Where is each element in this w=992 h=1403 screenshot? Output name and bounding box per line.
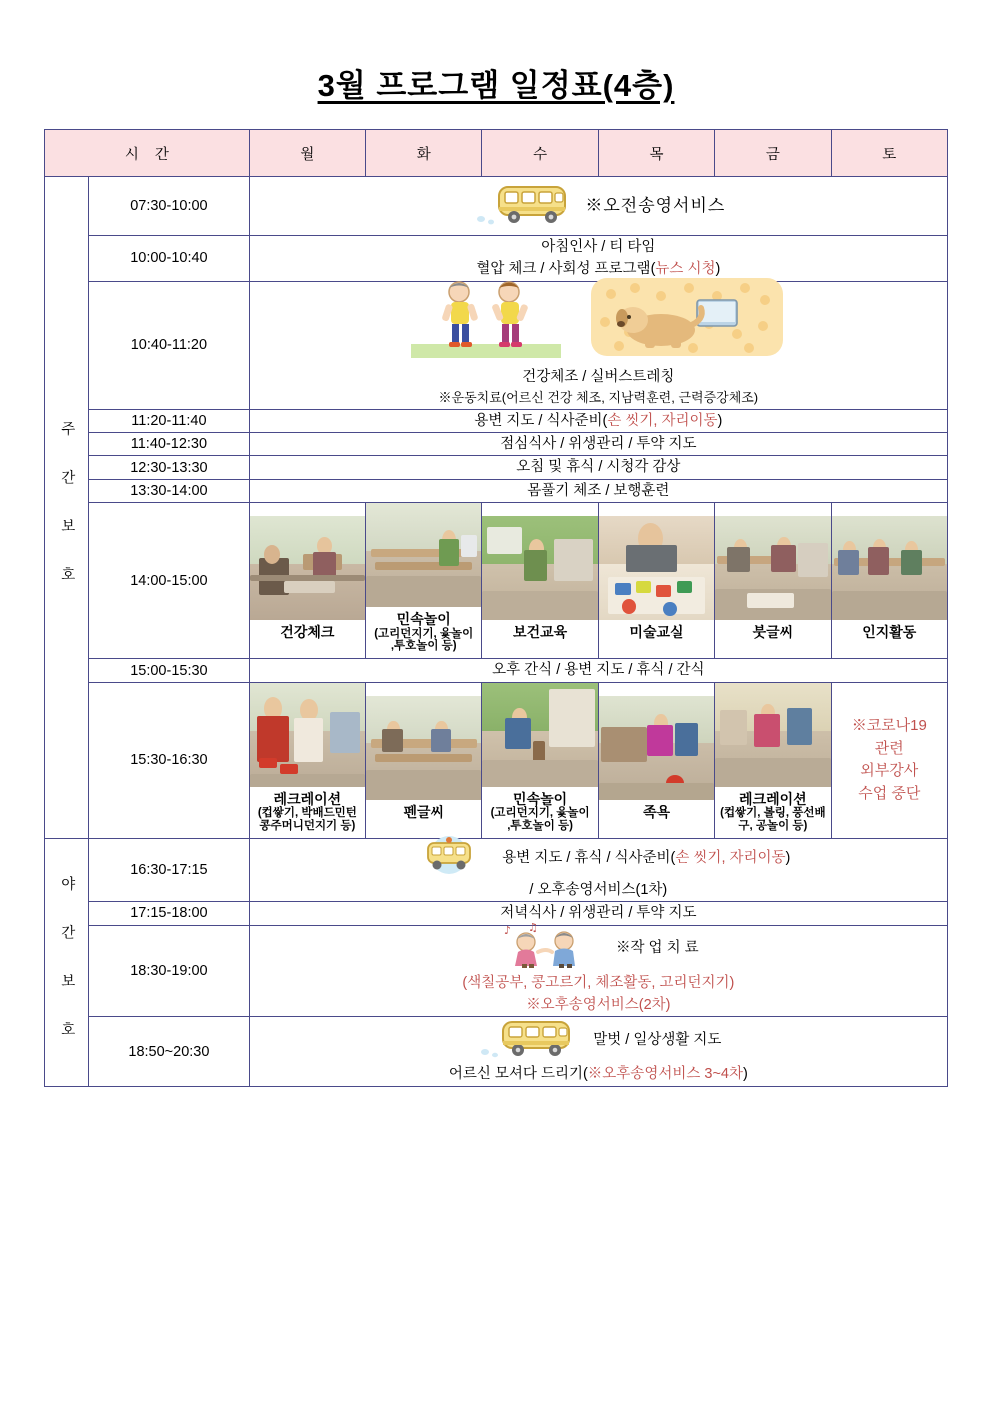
table-row xyxy=(45,479,948,502)
row-time: 17:15-18:00 xyxy=(89,902,250,925)
row-accent-text: 뉴스 시청 xyxy=(655,261,716,278)
row-content xyxy=(249,1017,947,1086)
row-time: 18:30-19:00 xyxy=(89,925,250,1017)
row-text-line2: ※운동치료(어르신 건강 체조, 지남력훈련, 근력증강체조) xyxy=(438,390,759,406)
activity-photo xyxy=(715,683,830,787)
row-content xyxy=(249,177,947,236)
row-accent-text: ※오후송영서비스 3~4차 xyxy=(587,1066,743,1083)
covid-note-text: ※코로나19 관련 외부강사 수업 중단 xyxy=(851,717,927,802)
row-content: 오침 및 휴식 / 시청각 감상 xyxy=(249,456,947,479)
row-accent-text: 손 씻기, 자리이동 xyxy=(607,412,718,429)
row-text-line2: / 오후송영서비스(1차) xyxy=(529,881,668,898)
table-row xyxy=(45,281,948,409)
activity-photo xyxy=(366,503,481,607)
activity-cell-folk-games-2 xyxy=(482,682,598,838)
row-time: 07:30-10:00 xyxy=(89,177,250,236)
row-content xyxy=(249,921,947,1017)
row-time: 10:00-10:40 xyxy=(89,236,250,282)
activity-caption-sub: (고리던지기, 윷놀이 ,투호놀이 등) xyxy=(374,627,474,653)
activity-photo xyxy=(599,696,714,800)
row-text-line2: 혈압 체크 / 사회성 프로그램(뉴스 시청) xyxy=(476,261,721,278)
activity-caption-sub: (컵쌓기, 박배드민턴 콩주머니던지기 등) xyxy=(257,806,357,832)
activity-cell-folk-games xyxy=(366,503,482,659)
activity-cell-pen-writing xyxy=(366,682,482,838)
row-text-line1: ※작 업 치 료 xyxy=(616,940,699,957)
row-content: 몸풀기 체조 / 보행훈련 xyxy=(249,479,947,502)
activity-caption: 레크레이션 (컵쌓기, 볼링, 풍선배 구, 공놀이 등) xyxy=(715,787,830,838)
row-content: 점심식사 / 위생관리 / 투약 지도 xyxy=(249,433,947,456)
table-row xyxy=(45,838,948,901)
row-text-line1: 아침인사 / 티 타임 xyxy=(541,239,656,255)
row-accent-text: 손 씻기, 자리이동 xyxy=(675,850,786,867)
row-time: 14:00-15:00 xyxy=(89,503,250,659)
activity-photo xyxy=(832,516,947,620)
activity-cell-recreation-bowling xyxy=(715,682,831,838)
activity-caption: 펜글씨 xyxy=(403,803,445,820)
section-label-day-care xyxy=(45,177,89,839)
activity-photo xyxy=(250,683,365,787)
activity-caption: 보건교육 xyxy=(513,624,568,641)
activity-caption: 레크레이션 (컵쌓기, 박배드민턴 콩주머니던지기 등) xyxy=(250,787,365,838)
header-day-mon: 월 xyxy=(249,130,365,177)
bus-icon xyxy=(406,835,492,882)
row-content: 저녁식사 / 위생관리 / 투약 지도 xyxy=(249,902,947,925)
header-day-thu: 목 xyxy=(598,130,714,177)
row-time: 15:30-16:30 xyxy=(89,682,250,838)
dancing-seniors-icon xyxy=(498,922,608,975)
exercise-clipart-group xyxy=(250,282,947,366)
row-content: 오후 간식 / 용변 지도 / 휴식 / 간식 xyxy=(249,659,947,682)
table-row-activities xyxy=(45,503,948,659)
page-title: 3월 프로그램 일정표(4층) xyxy=(317,68,675,103)
row-text-line1: 용변 지도 / 식사준비(손 씻기, 자리이동) xyxy=(474,412,723,429)
table-row xyxy=(45,1017,948,1086)
section-label-night-care-text: 야 간 보 호 xyxy=(58,875,75,1045)
row-text: ※오전송영서비스 xyxy=(585,195,726,215)
school-bus-icon xyxy=(471,177,579,234)
row-time: 16:30-17:15 xyxy=(89,838,250,901)
activity-photo xyxy=(715,516,830,620)
svg-text:♫: ♫ xyxy=(528,921,538,934)
table-row-activities xyxy=(45,682,948,838)
activity-caption: 민속놀이 (고리던지기, 윷놀이 ,투호놀이 등) xyxy=(482,787,597,838)
header-day-wed: 수 xyxy=(482,130,598,177)
activity-photo xyxy=(250,516,365,620)
activity-caption: 민속놀이 (고리던지기, 윷놀이 ,투호놀이 등) xyxy=(366,607,481,658)
row-content xyxy=(249,409,947,432)
row-time: 13:30-14:00 xyxy=(89,479,250,502)
header-time: 시 간 xyxy=(45,130,250,177)
row-content xyxy=(249,281,947,409)
svg-text:♪: ♪ xyxy=(504,923,512,937)
section-label-day-care-text: 주 간 보 호 xyxy=(58,420,75,590)
row-time: 15:00-15:30 xyxy=(89,659,250,682)
activity-caption-sub: (고리던지기, 윷놀이 ,투호놀이 등) xyxy=(490,806,590,832)
activity-caption-sub: (컵쌓기, 볼링, 풍선배 구, 공놀이 등) xyxy=(720,806,826,832)
table-row xyxy=(45,433,948,456)
activity-caption: 미술교실 xyxy=(629,624,684,641)
schedule-table xyxy=(44,129,948,1087)
activity-cell-recreation-cups xyxy=(249,682,365,838)
row-text-line3: ※오후송영서비스(2차) xyxy=(526,996,671,1013)
activity-photo xyxy=(482,683,597,787)
row-text-line2: 어르신 모셔다 드리기(※오후송영서비스 3~4차) xyxy=(448,1066,748,1083)
row-time: 12:30-13:30 xyxy=(89,456,250,479)
table-row xyxy=(45,456,948,479)
activity-cell-health-check xyxy=(249,503,365,659)
therapy-dog-clipart-icon xyxy=(589,274,785,365)
activity-cell-calligraphy xyxy=(715,503,831,659)
row-content xyxy=(249,838,947,901)
table-header-row xyxy=(45,130,948,177)
section-label-night-care xyxy=(45,838,89,1086)
activity-cell-cognitive xyxy=(831,503,947,659)
row-text-line1: 말벗 / 일상생활 지도 xyxy=(593,1032,722,1049)
activity-cell-art-class xyxy=(598,503,714,659)
activity-cell-foot-bath xyxy=(598,682,714,838)
covid-external-class-suspended-note xyxy=(831,682,947,838)
activity-caption: 붓글씨 xyxy=(752,624,794,641)
table-row xyxy=(45,902,948,925)
table-row xyxy=(45,925,948,1017)
walking-seniors-icon xyxy=(411,274,561,365)
header-day-sat: 토 xyxy=(831,130,947,177)
header-day-tue: 화 xyxy=(366,130,482,177)
school-bus-icon-2 xyxy=(475,1014,583,1067)
row-text-line1: 용변 지도 / 휴식 / 식사준비(손 씻기, 자리이동) xyxy=(502,850,791,867)
row-time: 11:20-11:40 xyxy=(89,409,250,432)
row-text-line1: 건강체조 / 실버스트레칭 xyxy=(522,368,675,385)
row-time: 10:40-11:20 xyxy=(89,281,250,409)
table-row xyxy=(45,409,948,432)
row-time: 11:40-12:30 xyxy=(89,433,250,456)
activity-photo xyxy=(366,696,481,800)
activity-cell-health-education xyxy=(482,503,598,659)
row-text-line2: (색칠공부, 콩고르기, 체조활동, 고리던지기) xyxy=(462,974,735,991)
activity-caption: 인지활동 xyxy=(862,624,917,641)
table-row xyxy=(45,659,948,682)
activity-caption: 족욕 xyxy=(642,803,671,820)
activity-caption: 건강체크 xyxy=(280,624,335,641)
table-row xyxy=(45,177,948,236)
row-time: 18:50~20:30 xyxy=(89,1017,250,1086)
header-day-fri: 금 xyxy=(715,130,831,177)
activity-photo xyxy=(599,516,714,620)
activity-photo xyxy=(482,516,597,620)
